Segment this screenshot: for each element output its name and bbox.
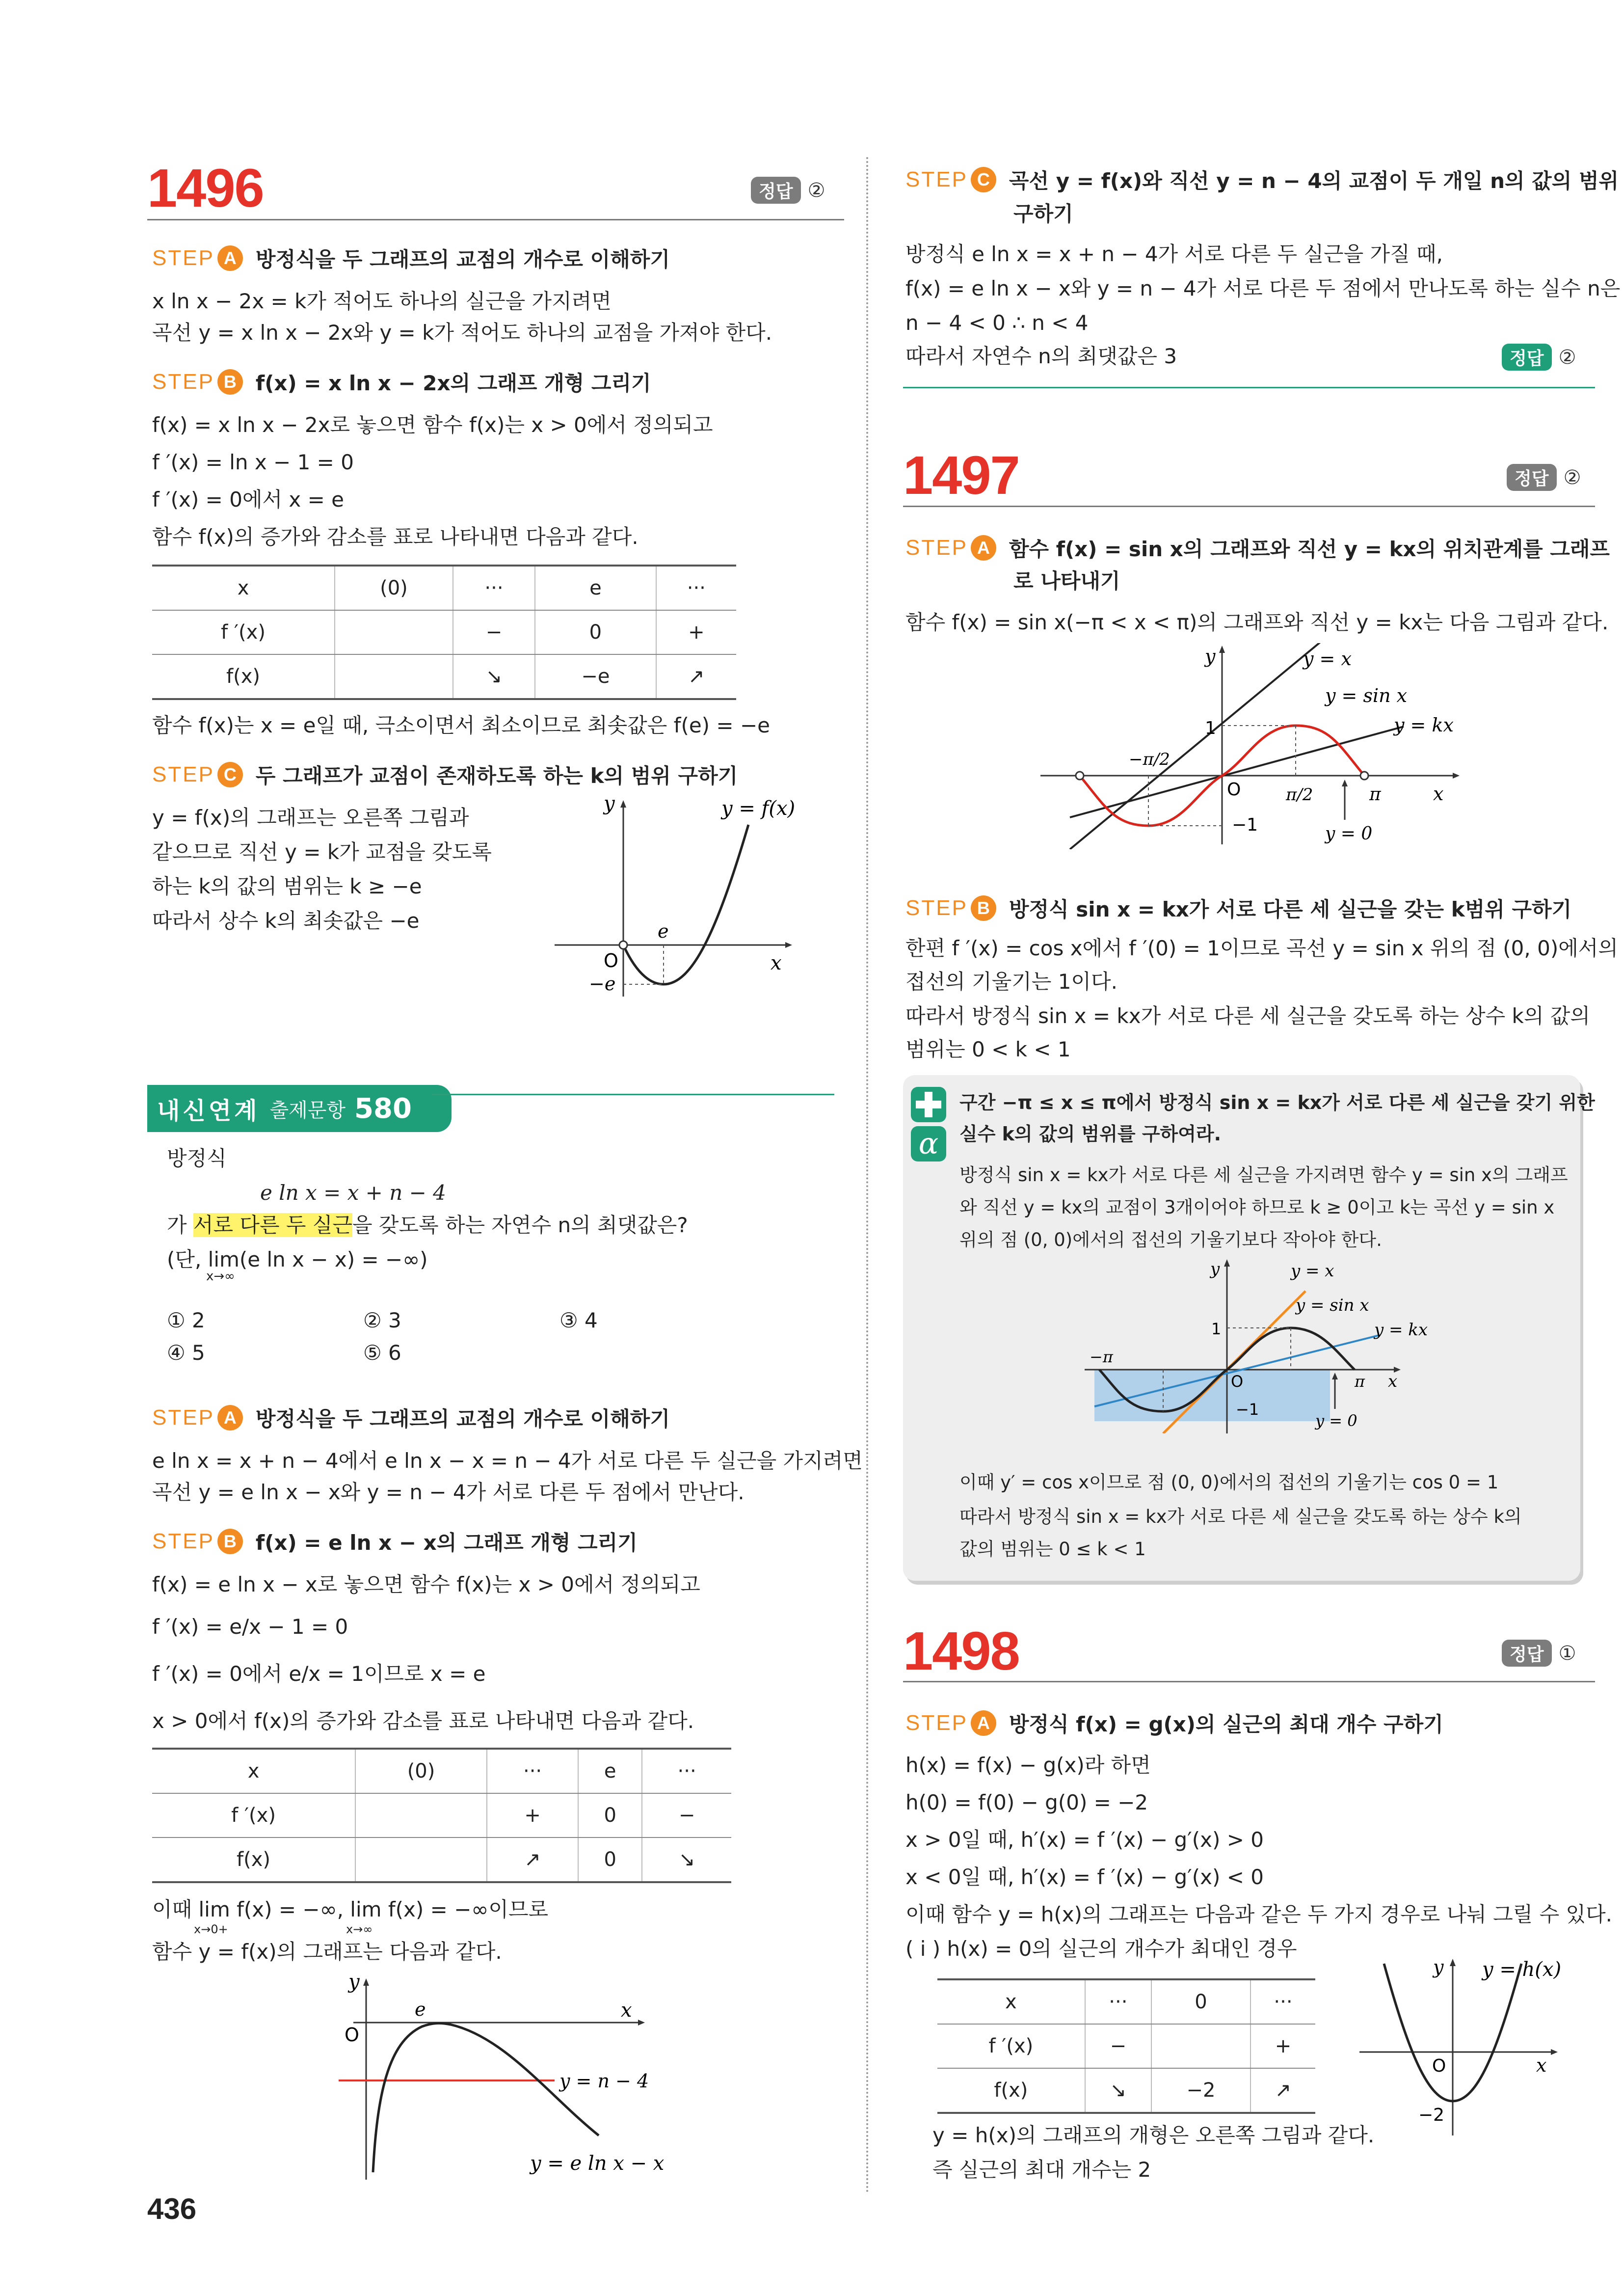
problem-number: 1497 <box>903 445 1019 506</box>
svg-text:y = x: y = x <box>1291 1261 1334 1281</box>
step-a-heading: STEP A 방정식을 두 그래프의 교점의 개수로 이해하기 <box>152 1405 670 1431</box>
svg-text:O: O <box>1227 780 1241 800</box>
svg-text:1: 1 <box>1211 1320 1222 1338</box>
answer-value: ① <box>1558 1642 1576 1665</box>
text-line: y = h(x)의 그래프의 개형은 오른쪽 그림과 같다. <box>932 2123 1375 2147</box>
svg-text:y: y <box>348 1973 360 1993</box>
text-line: f ′(x) = 0에서 x = e <box>152 487 344 512</box>
limit-subscript: x→∞ <box>346 1922 373 1936</box>
variation-table: x ··· 0 ··· f ′(x) − + f(x) ↘ −2 ↗ <box>937 1978 1315 2114</box>
svg-text:π/2: π/2 <box>1286 785 1313 805</box>
naesin-header: 내신연계 출제문항 580 <box>147 1085 452 1132</box>
svg-text:e: e <box>658 920 669 942</box>
plus-alpha-icon <box>909 1085 948 1163</box>
text-line: 하는 k의 값의 범위는 k ≥ −e <box>152 874 422 898</box>
svg-text:y: y <box>1210 1259 1220 1279</box>
svg-text:x: x <box>621 1999 632 2022</box>
text-line: 곡선 y = e ln x − x와 y = n − 4가 서로 다른 두 점에서 만난다. <box>152 1480 745 1504</box>
text-line: 한편 f ′(x) = cos x에서 f ′(0) = 1이므로 곡선 y = sin x 위의 점 (0, 0)에서의 <box>905 936 1618 960</box>
answer-label: 정답 <box>751 177 801 204</box>
text-line: x > 0일 때, h′(x) = f ′(x) − g′(x) > 0 <box>905 1828 1264 1852</box>
text-line: f(x) = x ln x − 2x로 놓으면 함수 f(x)는 x > 0에서 정의되고 <box>152 413 713 437</box>
svg-text:y = e ln x − x: y = e ln x − x <box>530 2152 665 2175</box>
text-line: 같으므로 직선 y = k가 교점을 갖도록 <box>152 840 492 864</box>
text-line: ( i ) h(x) = 0의 실근의 개수가 최대인 경우 <box>905 1937 1297 1961</box>
svg-text:α: α <box>918 1127 939 1161</box>
text-line: 범위는 0 < k < 1 <box>905 1037 1071 1061</box>
text-line: 이때 함수 y = h(x)의 그래프는 다음과 같은 두 가지 경우로 나눠 그릴 수 있다. <box>905 1902 1612 1926</box>
choice-4[interactable]: ④ 5 <box>167 1341 205 1365</box>
text-line: f ′(x) = ln x − 1 = 0 <box>152 450 354 474</box>
svg-text:y: y <box>1205 646 1216 667</box>
step-b-heading: STEP B 방정식 sin x = kx가 서로 다른 세 실근을 갖는 k범위 구하기 <box>905 896 1572 921</box>
step-a-heading: STEP A 함수 f(x) = sin x의 그래프와 직선 y = kx의 위치관계를 그래프 <box>905 536 1610 561</box>
problem-number: 1498 <box>903 1621 1019 1681</box>
svg-text:−1: −1 <box>1232 815 1258 835</box>
answer-label: 정답 <box>1507 464 1557 491</box>
text-line: x ln x − 2x = k가 적어도 하나의 실근을 가지려면 <box>152 289 612 313</box>
text-line: 방정식 e ln x = x + n − 4가 서로 다른 두 실근을 가질 때, <box>905 242 1443 266</box>
column-divider <box>866 157 868 2194</box>
svg-text:e: e <box>415 1999 426 2020</box>
answer-label: 정답 <box>1502 1640 1552 1667</box>
graph-sin-kx <box>1031 643 1472 849</box>
svg-text:−e: −e <box>589 973 616 995</box>
page-number: 436 <box>147 2192 197 2225</box>
divider <box>432 1094 834 1095</box>
text-line: e ln x = x + n − 4에서 e ln x − x = n − 4가 서로 다른 두 실근을 가지려면 <box>152 1449 863 1473</box>
answer-label: 정답 <box>1502 344 1552 371</box>
text-line: 따라서 방정식 sin x = kx가 서로 다른 세 실근을 갖도록 하는 상수 k의 값의 <box>905 1004 1590 1028</box>
svg-text:y = x: y = x <box>1303 648 1352 670</box>
text-line: h(0) = f(0) − g(0) = −2 <box>905 1790 1148 1814</box>
svg-text:x: x <box>771 952 782 974</box>
divider <box>147 219 844 220</box>
plus-text: 값의 범위는 0 ≤ k < 1 <box>959 1539 1146 1560</box>
problem-number: 1496 <box>147 158 264 218</box>
text-line: 함수 f(x)는 x = e일 때, 극소이면서 최소이므로 최솟값은 f(e) = −e <box>152 713 770 737</box>
svg-text:O: O <box>1231 1372 1244 1391</box>
highlight: 서로 다른 두 실근 <box>193 1213 352 1237</box>
plus-text: 따라서 방정식 sin x = kx가 서로 다른 세 실근을 갖도록 하는 상수 k의 <box>959 1506 1522 1527</box>
svg-text:x: x <box>1536 2054 1547 2076</box>
text-line: 곡선 y = x ln x − 2x와 y = k가 적어도 하나의 교점을 가져야 한다. <box>152 321 772 345</box>
svg-text:y = n − 4: y = n − 4 <box>559 2070 649 2092</box>
graph-elnx-minus-x <box>324 1973 697 2180</box>
svg-text:−π/2: −π/2 <box>1129 750 1170 769</box>
step-c-heading-cont: 구하기 <box>1013 202 1073 226</box>
svg-text:π: π <box>1355 1372 1365 1391</box>
plus-question: 실수 k의 값의 범위를 구하여라. <box>959 1123 1222 1145</box>
text-line: f ′(x) = e/x − 1 = 0 <box>152 1615 348 1639</box>
svg-text:O: O <box>345 2024 359 2046</box>
svg-text:y = 0: y = 0 <box>1315 1411 1357 1430</box>
answer-value: ② <box>807 179 825 202</box>
text-line: 함수 f(x)의 증가와 감소를 표로 나타내면 다음과 같다. <box>152 525 639 549</box>
text-line: 즉 실근의 최대 개수는 2 <box>932 2158 1151 2182</box>
question-equation: e ln x = x + n − 4 <box>260 1181 446 1205</box>
svg-text:x: x <box>1388 1372 1398 1391</box>
text-line: 함수 y = f(x)의 그래프는 다음과 같다. <box>152 1940 502 1964</box>
graph-sin-kx-shaded <box>1080 1257 1453 1433</box>
divider <box>903 506 1595 507</box>
text-line: n − 4 < 0 ∴ n < 4 <box>905 311 1089 335</box>
plus-text: 방정식 sin x = kx가 서로 다른 세 실근을 가지려면 함수 y = sin x의 그래프 <box>959 1164 1568 1186</box>
question-condition: (단, lim(e ln x − x) = −∞) <box>167 1247 428 1271</box>
svg-text:y: y <box>604 795 615 815</box>
svg-text:π: π <box>1369 784 1381 805</box>
choice-1[interactable]: ① 2 <box>167 1308 205 1332</box>
text-line: 이때 lim f(x) = −∞, lim f(x) = −∞이므로 <box>152 1897 549 1921</box>
answer-value: ② <box>1563 466 1581 489</box>
limit-subscript: x→0+ <box>194 1922 228 1936</box>
answer-badge <box>1507 464 1581 491</box>
question-line: 방정식 <box>167 1146 227 1170</box>
graph-h <box>1355 1954 1580 2140</box>
svg-text:y = 0: y = 0 <box>1325 824 1373 844</box>
svg-text:y = f(x): y = f(x) <box>721 797 796 820</box>
divider <box>903 387 1595 388</box>
choice-2[interactable]: ② 3 <box>363 1308 401 1332</box>
svg-text:y = kx: y = kx <box>1374 1320 1428 1340</box>
svg-text:O: O <box>1432 2056 1446 2076</box>
answer-badge <box>1502 1640 1576 1667</box>
step-a-heading: STEP A 방정식을 두 그래프의 교점의 개수로 이해하기 <box>152 246 670 271</box>
limit-subscript: x→∞ <box>206 1269 235 1284</box>
step-c-heading: STEP C 곡선 y = f(x)와 직선 y = n − 4의 교점이 두 개일 n의 값의 범위 <box>905 167 1619 193</box>
plus-text: 이때 y′ = cos x이므로 점 (0, 0)에서의 접선의 기울기는 cos 0 = 1 <box>959 1472 1499 1493</box>
graph-f-xlnx <box>555 795 810 1001</box>
svg-text:y = kx: y = kx <box>1394 714 1454 736</box>
plus-text: 와 직선 y = kx의 교점이 3개이어야 하므로 k ≥ 0이고 k는 곡선 y = sin x <box>959 1197 1555 1218</box>
text-line: 함수 f(x) = sin x(−π < x < π)의 그래프와 직선 y = kx는 다음 그림과 같다. <box>905 610 1609 634</box>
choice-3[interactable]: ③ 4 <box>559 1308 598 1332</box>
svg-text:y = sin x: y = sin x <box>1325 685 1408 706</box>
text-line: y = f(x)의 그래프는 오른쪽 그림과 <box>152 806 469 830</box>
step-a-heading-cont: 로 나타내기 <box>1013 569 1120 593</box>
svg-text:1: 1 <box>1205 718 1216 738</box>
question-line: 가 서로 다른 두 실근을 갖도록 하는 자연수 n의 최댓값은? <box>167 1213 688 1237</box>
variation-table: x (0) ··· e ··· f ′(x) + 0 − f(x) ↗ 0 ↘ <box>152 1748 731 1883</box>
svg-text:−π: −π <box>1090 1348 1113 1366</box>
answer-value: ② <box>1558 346 1576 369</box>
step-b-heading: STEP B f(x) = x ln x − 2x의 그래프 개형 그리기 <box>152 370 651 395</box>
text-line: f(x) = e ln x − x로 놓으면 함수 f(x)는 x > 0에서 정의되고 <box>152 1572 700 1596</box>
variation-table: x (0) ··· e ··· f ′(x) − 0 + f(x) ↘ −e ↗ <box>152 565 736 700</box>
text-line: f(x) = e ln x − x와 y = n − 4가 서로 다른 두 점에서 만나도록 하는 실수 n은 <box>905 276 1621 300</box>
plus-text: 위의 점 (0, 0)에서의 접선의 기울기보다 작아야 한다. <box>959 1229 1382 1250</box>
text-line: 따라서 상수 k의 최솟값은 −e <box>152 909 420 933</box>
svg-text:y = sin x: y = sin x <box>1296 1296 1369 1315</box>
text-line: 따라서 자연수 n의 최댓값은 3 <box>905 344 1177 368</box>
text-line: x < 0일 때, h′(x) = f ′(x) − g′(x) < 0 <box>905 1865 1264 1889</box>
plus-question: 구간 −π ≤ x ≤ π에서 방정식 sin x = kx가 서로 다른 세 실근을 갖기 위한 <box>959 1092 1595 1113</box>
choice-5[interactable]: ⑤ 6 <box>363 1341 401 1365</box>
answer-badge <box>1502 344 1576 371</box>
divider <box>903 1681 1595 1682</box>
svg-text:O: O <box>604 950 618 972</box>
step-a-heading: STEP A 방정식 f(x) = g(x)의 실근의 최대 개수 구하기 <box>905 1711 1443 1736</box>
answer-badge <box>751 177 825 204</box>
text-line: h(x) = f(x) − g(x)라 하면 <box>905 1753 1151 1777</box>
svg-text:−1: −1 <box>1236 1400 1259 1419</box>
text-line: 접선의 기울기는 1이다. <box>905 970 1117 994</box>
svg-text:−2: −2 <box>1418 2105 1445 2125</box>
step-b-heading: STEP B f(x) = e ln x − x의 그래프 개형 그리기 <box>152 1529 638 1555</box>
svg-text:y: y <box>1433 1956 1444 1978</box>
step-c-heading: STEP C 두 그래프가 교점이 존재하도록 하는 k의 범위 구하기 <box>152 762 738 788</box>
text-line: x > 0에서 f(x)의 증가와 감소를 표로 나타내면 다음과 같다. <box>152 1709 694 1733</box>
svg-text:y = h(x): y = h(x) <box>1482 1958 1562 1981</box>
text-line: f ′(x) = 0에서 e/x = 1이므로 x = e <box>152 1662 486 1686</box>
svg-text:x: x <box>1433 783 1444 805</box>
